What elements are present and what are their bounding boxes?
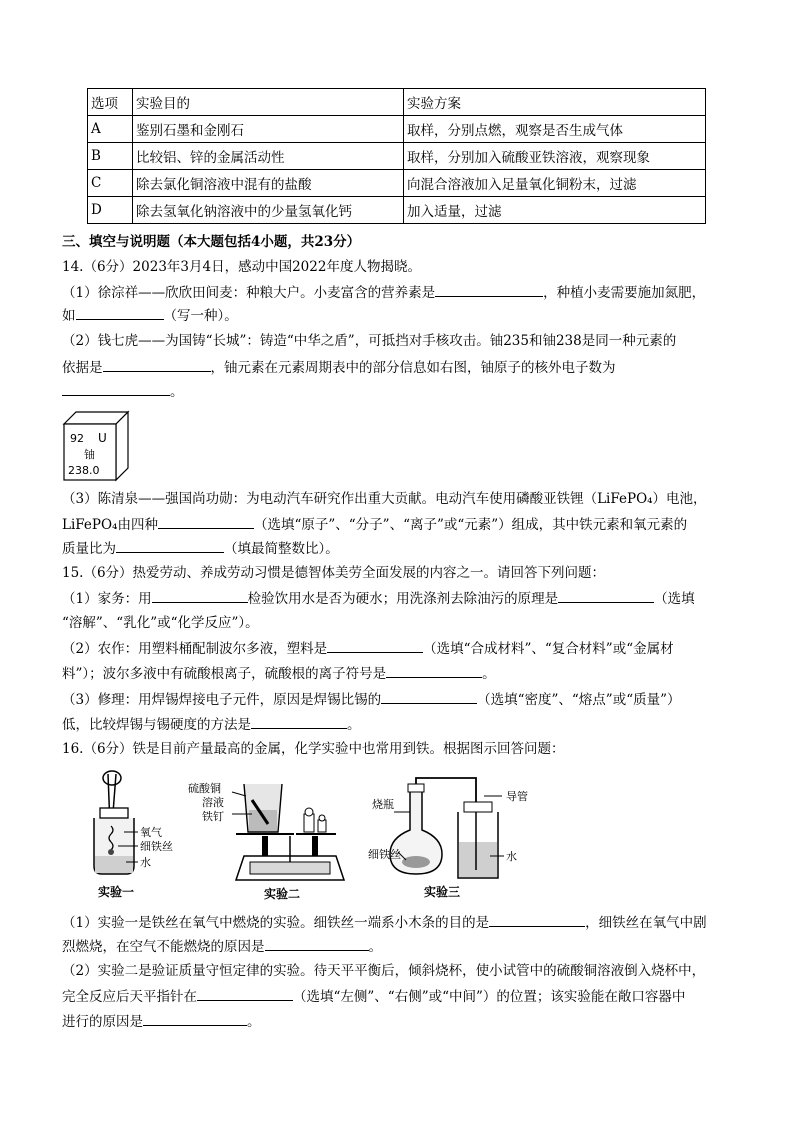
answer-blank[interactable] [381, 690, 477, 704]
text: 质量比为 [62, 541, 116, 557]
q15-stem: 15.（6分）热爱劳动、养成劳动习惯是德智体美劳全面发展的内容之一。请回答下列问题： [62, 565, 606, 581]
text: （填最简整数比）。 [224, 541, 339, 557]
text: 完全反应后天平指针在 [62, 989, 197, 1005]
section-title: 三、填空与说明题（本大题包括4小题，共23分） [62, 234, 361, 250]
text: （选填 [654, 591, 695, 607]
options-table [87, 88, 706, 224]
q14-part2-line2 [62, 358, 616, 377]
text: 。 [247, 1014, 261, 1030]
answer-blank[interactable] [327, 639, 423, 653]
label-water-3: 水 [506, 850, 517, 863]
table-header-cell: 实验目的 [133, 89, 404, 116]
text: （选填“密度”、“熔点”或“质量”） [477, 692, 681, 708]
table-cell: 除去氢氧化钠溶液中的少量氢氧化钙 [133, 197, 404, 224]
q14-part1-line2 [62, 306, 238, 325]
label-iron-wire-3: 细铁丝 [368, 848, 401, 861]
text: 检验饮用水是否为硬水；用洗涤剂去除油污的原理是 [247, 591, 559, 607]
label-flask: 烧瓶 [372, 798, 394, 811]
table-cell: C [88, 170, 133, 197]
text: （3）修理：用焊锡焊接电子元件，原因是焊锡比锡的 [62, 692, 382, 708]
table-cell: B [88, 143, 133, 170]
text: 低，比较焊锡与锡硬度的方法是 [62, 717, 251, 733]
answer-blank[interactable] [265, 937, 369, 951]
q15-part1-line1 [62, 589, 695, 608]
experiment-two-figure [186, 770, 346, 902]
uranium-element-cell [62, 410, 130, 482]
table-header-cell: 选项 [88, 89, 133, 116]
text: 进行的原因是 [62, 1014, 143, 1030]
element-number: 92 [70, 432, 84, 445]
text: 。 [368, 939, 382, 955]
answer-blank[interactable] [489, 913, 585, 927]
q16-stem: 16.（6分）铁是目前产量最高的金属，化学实验中也常用到铁。根据图示回答问题： [62, 741, 565, 757]
q15-part1-line2: “溶解”、“乳化”或“化学反应”）。 [62, 615, 259, 631]
table-cell: A [88, 116, 133, 143]
text: 。 [347, 717, 361, 733]
table-cell: 比较铝、锌的金属活动性 [133, 143, 404, 170]
answer-blank[interactable] [197, 987, 293, 1001]
table-row [88, 143, 706, 170]
label-iron-wire: 细铁丝 [140, 840, 173, 853]
label-iron-nail: 铁钉 [202, 810, 224, 823]
text: 烈燃烧，在空气不能燃烧的原因是 [62, 939, 265, 955]
table-header-cell: 实验方案 [404, 89, 706, 116]
answer-blank[interactable] [558, 589, 654, 603]
answer-blank[interactable] [103, 358, 211, 372]
table-row [88, 116, 706, 143]
text: ，细铁丝在氧气中剧 [585, 915, 707, 931]
q16-part1-line1 [62, 913, 707, 932]
q16-part1-line2 [62, 937, 382, 956]
experiment-one-figure [80, 766, 190, 902]
element-name: 铀 [84, 448, 95, 461]
answer-blank[interactable] [76, 306, 164, 320]
text: （1）实验一是铁丝在氧气中燃烧的实验。细铁丝一端系小木条的目的是 [62, 915, 490, 931]
text: （1）家务：用 [62, 591, 152, 607]
text: 料”）；波尔多液中有硫酸根离子，硫酸根的离子符号是 [62, 666, 387, 682]
table-header-row [88, 89, 706, 116]
answer-blank[interactable] [251, 715, 347, 729]
answer-blank[interactable] [435, 283, 543, 297]
table-cell: 取样，分别点燃，观察是否生成气体 [404, 116, 706, 143]
label-solution: 溶液 [202, 796, 224, 809]
q15-part3-line2 [62, 715, 361, 734]
label-tube: 导管 [506, 790, 528, 803]
table-cell: 鉴别石墨和金刚石 [133, 116, 404, 143]
text: （写一种）。 [163, 308, 238, 324]
label-water: 水 [140, 856, 151, 869]
q16-part2-line2 [62, 987, 685, 1006]
q14-part3-line2 [62, 515, 687, 534]
q15-part2-line2 [62, 664, 496, 683]
table-row [88, 197, 706, 224]
answer-blank[interactable] [152, 589, 248, 603]
label-copper-sulfate: 硫酸铜 [188, 782, 221, 795]
text: 依据是 [62, 360, 103, 376]
text: ，铀元素在元素周期表中的部分信息如右图，铀原子的核外电子数为 [210, 360, 616, 376]
table-cell: 取样，分别加入硫酸亚铁溶液，观察现象 [404, 143, 706, 170]
text: （选填“合成材料”、“复合材料”或“金属材 [423, 641, 674, 657]
q14-part3-line3 [62, 539, 339, 558]
answer-blank[interactable] [62, 382, 170, 396]
table-row [88, 170, 706, 197]
text: ，种植小麦需要施加氮肥， [543, 285, 706, 301]
text: 。 [482, 666, 496, 682]
q15-part3-line1 [62, 690, 681, 709]
text: （1）徐淙祥——欣欣田间麦：种粮大户。小麦富含的营养素是 [62, 285, 436, 301]
caption-experiment-two: 实验二 [264, 887, 301, 901]
text: 如 [62, 308, 76, 324]
q14-part3-line1: （3）陈清泉——强国尚功勋：为电动汽车研究作出重大贡献。电动汽车使用磷酸亚铁锂（LiFePO₄）电池， [62, 491, 707, 507]
text: （2）农作：用塑料桶配制波尔多液，塑料是 [62, 641, 328, 657]
q16-part2-line1: （2）实验二是验证质量守恒定律的实验。待天平平衡后，倾斜烧杯，使小试管中的硫酸铜溶液倒入烧杯中， [62, 963, 706, 979]
text: LiFePO₄由四种 [62, 517, 158, 533]
table-cell: 加入适量，过滤 [404, 197, 706, 224]
experiment-three-figure [368, 778, 548, 902]
table-cell: D [88, 197, 133, 224]
element-mass: 238.0 [68, 464, 100, 477]
text: 。 [170, 384, 184, 400]
caption-experiment-one: 实验一 [98, 885, 135, 899]
q14-part1-line1 [62, 283, 705, 302]
caption-experiment-three: 实验三 [424, 885, 461, 899]
q14-part2-line3 [62, 382, 184, 401]
q15-part2-line1 [62, 639, 674, 658]
answer-blank[interactable] [143, 1012, 247, 1026]
table-cell: 除去氯化铜溶液中混有的盐酸 [133, 170, 404, 197]
q16-part2-line3 [62, 1012, 261, 1031]
text: （选填“左侧”、“右侧”或“中间”）的位置；该实验能在敞口容器中 [293, 989, 686, 1005]
table-cell: 向混合溶液加入足量氧化铜粉末，过滤 [404, 170, 706, 197]
q14-stem: 14.（6分）2023年3月4日，感动中国2022年度人物揭晓。 [62, 259, 421, 275]
answer-blank[interactable] [158, 515, 254, 529]
q14-part2-line1: （2）钱七虎——为国铸“长城”：铸造“中华之盾”，可抵挡对手核攻击。铀235和铀238是同一种元素的 [62, 333, 677, 349]
element-symbol: U [98, 431, 107, 445]
label-oxygen: 氧气 [140, 826, 162, 839]
answer-blank[interactable] [386, 664, 482, 678]
text: （选填“原子”、“分子”、“离子”或“元素”）组成，其中铁元素和氧元素的 [253, 517, 688, 533]
answer-blank[interactable] [116, 539, 224, 553]
